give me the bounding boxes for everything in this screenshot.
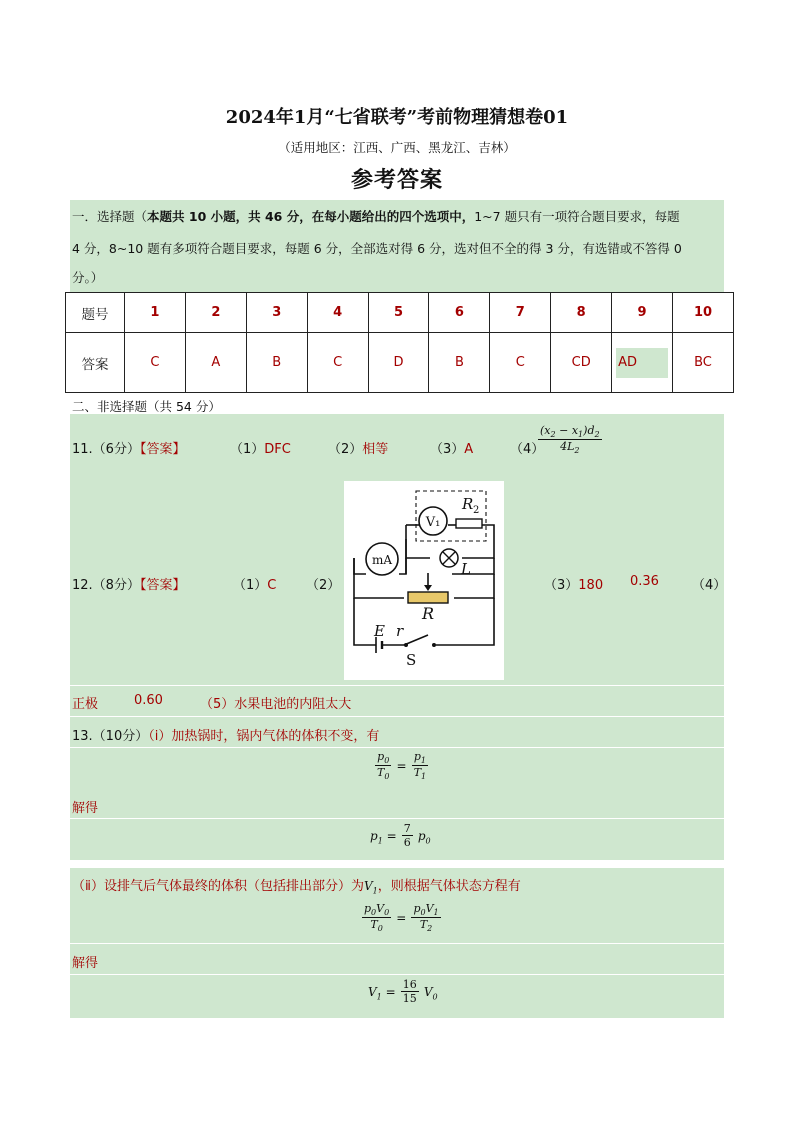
- table-header-answer: 答案: [66, 333, 125, 393]
- section1-line1-post: 1~7 题只有一项符合题目要求，每题: [474, 209, 680, 224]
- q12-cont-band: [70, 686, 724, 716]
- table-cell-answer: BC: [673, 333, 734, 393]
- table-cell-number: 2: [185, 293, 246, 333]
- table-cell-number: 4: [307, 293, 368, 333]
- q11-part3: [430, 438, 473, 457]
- section1-line1: [72, 207, 680, 225]
- q13-eq3: $\frac{p_0V_0}{T_0}$ = $\frac{p_0V_1}{T_2}$: [364, 902, 439, 934]
- document-subtitle: （适用地区：江西、广西、黑龙江、吉林）: [278, 140, 516, 155]
- table-cell-answer: B: [246, 333, 307, 393]
- internal-r-label: r: [396, 622, 404, 640]
- q11-p1-value: DFC: [264, 442, 291, 457]
- q12-p1-label: （1）: [233, 578, 268, 593]
- q12-p3-label: （3）: [544, 578, 579, 593]
- eq4-num: 16: [402, 978, 417, 991]
- switch-contact: [432, 643, 436, 647]
- q11-p1-label: （1）: [230, 442, 265, 457]
- document-title: 2024年1月“七省联考”考前物理猜想卷01: [225, 107, 569, 128]
- q11-p2-value: 相等: [362, 442, 389, 457]
- eq4-den: 15: [402, 992, 417, 1005]
- q13-eq1: $\frac{p_0}{T_0}$ = $\frac{p_1}{T_1}$: [377, 750, 427, 782]
- q13-band-7: [70, 944, 724, 974]
- q12-p4-value-b: 0.60: [134, 693, 163, 708]
- eq2-num: 7: [403, 822, 411, 835]
- section1-line1-pre: 一．选择题（: [72, 209, 148, 224]
- answer-table: [65, 292, 734, 393]
- table-row-numbers: [66, 293, 734, 333]
- slider-arrow: [424, 585, 432, 591]
- table-cell-answer-highlight: [612, 333, 673, 393]
- q13-prefix: 13.（10分）: [72, 729, 149, 744]
- q11-p2-label: （2）: [328, 442, 363, 457]
- q12-answer-tag: 【答案】: [139, 578, 186, 593]
- q12-part5: （5）水果电池的内阻太大: [200, 697, 352, 712]
- r2-label: R: [462, 495, 474, 513]
- l-label: L: [461, 560, 471, 578]
- q11-part4-formula: $\frac{(x_2 - x_1)d_2}{4L_2}$: [540, 424, 600, 456]
- q13-solve2: 解得: [72, 956, 99, 971]
- s-label: S: [406, 651, 417, 669]
- q12-prefix: 12.（8分）: [72, 578, 140, 593]
- q11-p3-value: A: [464, 442, 474, 457]
- circuit-svg: [344, 481, 504, 680]
- table-cell-number: 10: [673, 293, 734, 333]
- q12-row: [72, 574, 185, 593]
- table-row-answers: [66, 333, 734, 393]
- q11-part4-label: （4）: [510, 442, 545, 457]
- q13-solve1: 解得: [72, 801, 99, 816]
- q12-part2-label: （2）: [306, 578, 341, 593]
- table-cell-answer: D: [368, 333, 429, 393]
- table-cell-answer: C: [490, 333, 551, 393]
- table-cell-answer: C: [125, 333, 186, 393]
- q11-prefix: 11.（6分）: [72, 442, 140, 457]
- table-cell-number: 5: [368, 293, 429, 333]
- v1-label: V₁: [425, 515, 441, 530]
- circuit-diagram: [344, 481, 504, 680]
- highlighted-answer: AD: [616, 348, 668, 378]
- q13-part-ii-text: （ⅱ）设排气后气体最终的体积（包括排出部分）为: [72, 879, 364, 894]
- q13-part-ii: （ⅱ）设排气后气体最终的体积（包括排出部分）为$V_1$，则根据气体状态方程有: [72, 879, 521, 896]
- q12-p1-value: C: [267, 578, 277, 593]
- table-header-number: 题号: [66, 293, 125, 333]
- q13-band-3: [70, 788, 724, 818]
- q13-eq4: $V_1$ = $\frac{16}{15}$ $V_0$: [368, 978, 438, 1005]
- q12-p4-value-a: 正极: [72, 697, 99, 712]
- ma-label: mA: [371, 553, 393, 567]
- q11-row: [72, 438, 185, 457]
- r2-sub: 2: [473, 505, 480, 516]
- q11-part1: [230, 438, 291, 457]
- q12-part3: [544, 574, 603, 593]
- table-cell-answer: B: [429, 333, 490, 393]
- table-cell-number: 1: [125, 293, 186, 333]
- answer-heading: 参考答案: [350, 168, 443, 193]
- table-cell-number: 3: [246, 293, 307, 333]
- q12-p3-value-b: 0.36: [630, 574, 659, 589]
- q13-part-i-text: （ⅰ）加热锅时，锅内气体的体积不变，有: [148, 729, 380, 744]
- rheostat-r: [408, 592, 448, 603]
- e-label: E: [374, 622, 385, 640]
- table-cell-number: 7: [490, 293, 551, 333]
- q11-p3-label: （3）: [430, 442, 465, 457]
- q13-eq2: $p_1$ = $\frac{7}{6}$ $p_0$: [370, 822, 431, 849]
- q13-part-ii-tail: ，则根据气体状态方程有: [377, 879, 521, 894]
- resistor-r2: [456, 519, 482, 528]
- table-cell-number: 9: [612, 293, 673, 333]
- section1-line1-bold: 本题共 10 小题，共 46 分，在每小题给出的四个选项中，: [147, 209, 475, 224]
- q12-part1: [233, 574, 276, 593]
- section1-line2: 4 分，8~10 题有多项符合题目要求，每题 6 分，全部选对得 6 分，选对但不全的得 3 分，有选错或不答得 0: [72, 241, 682, 256]
- table-cell-number: 6: [429, 293, 490, 333]
- q12-part4-label: （4）: [692, 578, 727, 593]
- table-cell-number: 8: [551, 293, 612, 333]
- q11-part2: [328, 438, 388, 457]
- section2-title: 二、非选择题（共 54 分）: [72, 399, 221, 414]
- eq2-den: 6: [403, 836, 411, 849]
- table-cell-answer: C: [307, 333, 368, 393]
- r-label: R: [422, 604, 435, 623]
- q12-p3-value-a: 180: [578, 578, 604, 593]
- switch-pivot: [404, 643, 408, 647]
- table-cell-answer: CD: [551, 333, 612, 393]
- section1-line3: 分。）: [72, 270, 104, 285]
- table-cell-answer: A: [185, 333, 246, 393]
- q11-answer-tag: 【答案】: [139, 442, 186, 457]
- q13-part-i: [72, 725, 379, 744]
